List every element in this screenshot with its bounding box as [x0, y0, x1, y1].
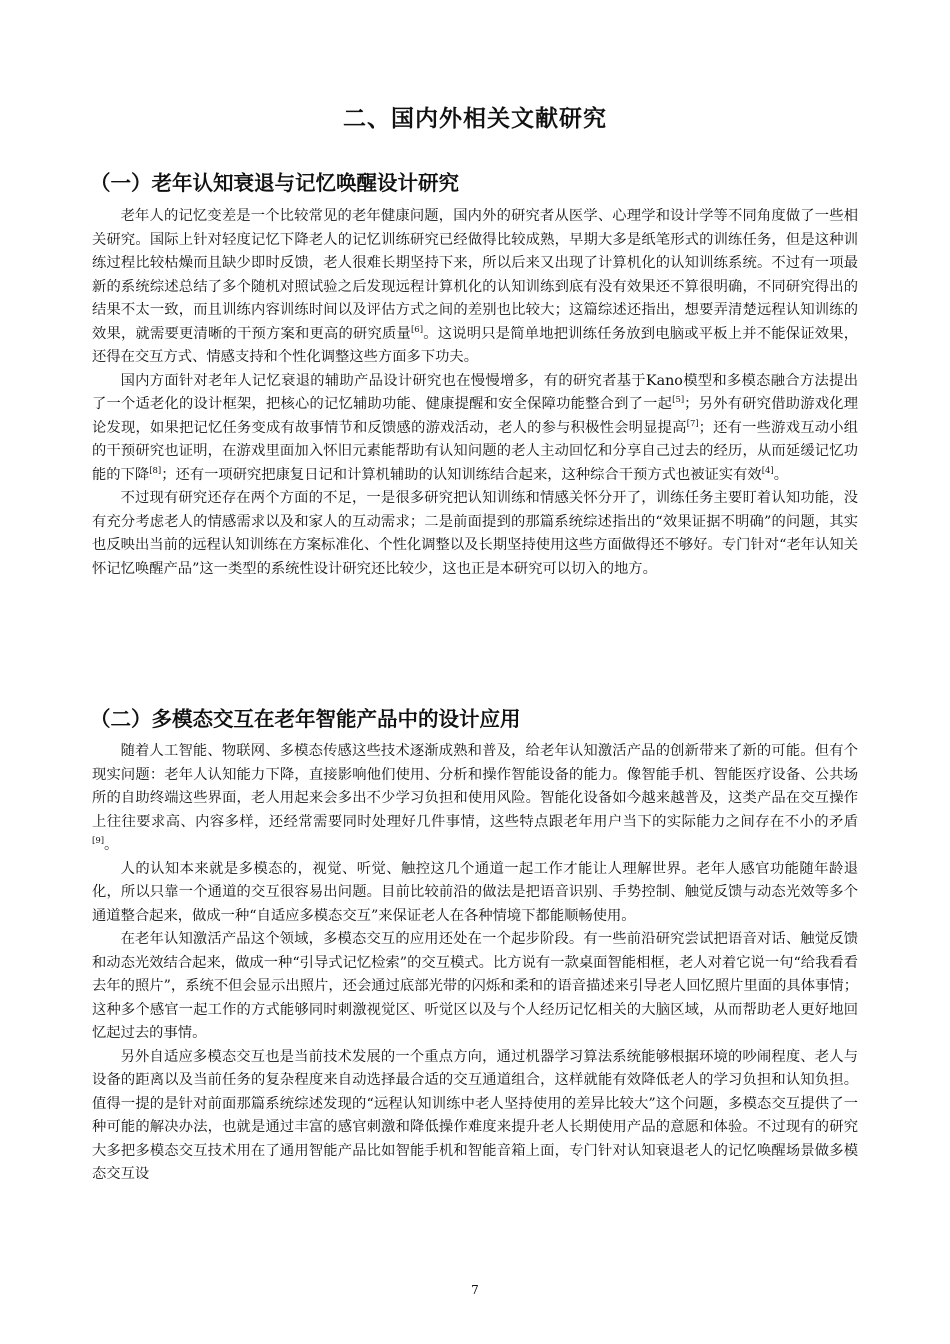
citation-link[interactable]: [8] [149, 465, 162, 476]
citation-link[interactable]: [7] [686, 418, 699, 429]
section-2-body [92, 740, 858, 1187]
text-run: ；另外有研究借助游戏化理论发现，如果把记忆任务变成有故事情节和反馈感的游戏活动，老人的参与积极性会明显提高 [92, 396, 859, 436]
citation-link[interactable]: [5] [672, 395, 685, 406]
chapter-title: 二、国内外相关文献研究 [343, 106, 607, 132]
citation-link[interactable]: [4] [761, 465, 774, 476]
paragraph: 不过现有研究还存在两个方面的不足，一是很多研究把认知训练和情感关怀分开了，训练任务主要盯着认知功能，没有充分考虑老人的情感需求以及和家人的互动需求；二是前面提到的那篇系统综述指出的“效果证据不明确”的问题，其实也反映出当前的远程认知训练在方案标准化、个性化调整以及长期坚持使用这些方面做得还不够好。专门针对“老年认知关怀记忆唤醒产品”这一类型的系统性设计研究还比较少，这也正是本研究可以切入的地方。 [92, 490, 858, 577]
text-run: 。这说明只是简单地把训练任务放到电脑或平板上并不能保证效果，还得在交互方式、情感支持和个性化调整这些方面多下功夫。 [92, 325, 859, 365]
text-run: 。 [773, 466, 789, 483]
citation-link[interactable]: [9] [92, 836, 105, 847]
text-run: ；还有一些游戏互动小组的干预研究也证明，在游戏里面加入怀旧元素能帮助有认知问题的老人主动回忆和分享自己过去的经历，从而延缓记忆功能的下降 [92, 419, 858, 483]
text-run: 随着人工智能、物联网、多模态传感这些技术逐渐成熟和普及，给老年认知激活产品的创新带来了新的可能。但有个现实问题：老年人认知能力下降，直接影响他们使用、分析和操作智能设备的能力。像智能手机、智能医疗设备、公共场所的自助终端这些界面，老人用起来会多出不少学习负担和使用风险。智能化设备如今越来越普及，这类产品在交互操作上往往要求高、内容多样，还经常需要同时处理好几件事情，这些特点跟老年用户当下的实际能力之间存在不小的矛盾 [92, 743, 858, 830]
paragraph [92, 205, 858, 370]
section-1-body [92, 205, 858, 581]
paragraph: 另外自适应多模态交互也是当前技术发展的一个重点方向，通过机器学习算法系统能够根据环境的吵闹程度、老人与设备的距离以及当前任务的复杂程度来自动选择最合适的交互通道组合，这样就能有效降低老人的学习负担和认知负担。值得一提的是针对前面那篇系统综述发现的“远程认知训练中老人坚持使用的差异比较大”这个问题，多模态交互提供了一种可能的解决办法，也就是通过丰富的感官刺激和降低操作难度来提升老人长期使用产品的意愿和体验。不过现有的研究大多把多模态交互技术用在了通用智能产品比如智能手机和智能音箱上面，专门针对认知衰退老人的记忆唤醒场景做多模态交互设 [92, 1048, 858, 1182]
text-run: 国内方面针对老年人记忆衰退的辅助产品设计研究也在慢慢增多，有的研究者基于Kano模型和多模态融合方法提出了一个适老化的设计框架，把核心的记忆辅助功能、健康提醒和安全保障功能整合到了一起 [92, 372, 858, 412]
text-run: 。 [104, 837, 119, 853]
paragraph [92, 370, 858, 488]
section-1-title: （一）老年认知衰退与记忆唤醒设计研究 [90, 171, 459, 195]
text-run: 老年人的记忆变差是一个比较常见的老年健康问题，国内外的研究者从医学、心理学和设计学等不同角度做了一些相关研究。国际上针对轻度记忆下降老人的记忆训练研究已经做得比较成熟，早期大多是纸笔形式的训练任务，但是这种训练过程比较枯燥而且缺少即时反馈，老人很难长期坚持下来，所以后来又出现了计算机化的认知训练系统。不过有一项最新的系统综述总结了多个随机对照试验之后发现远程计算机化的认知训练到底有没有效果还不算很明确，不同研究得出的结果不太一致，而且训练内容训练时间以及评估方式之间的差别也比较大；这篇综述还指出，想要弄清楚远程认知训练的效果，就需要更清晰的干预方案和更高的研究质量 [92, 208, 858, 342]
text-run: ；还有一项研究把康复日记和计算机辅助的认知训练结合起来，这种综合干预方式也被证实有效 [161, 466, 762, 483]
paragraph: 人的认知本来就是多模态的，视觉、听觉、触控这几个通道一起工作才能让人理解世界。老年人感官功能随年龄退化，所以只靠一个通道的交互很容易出问题。目前比较前沿的做法是把语音识别、手势控制、触觉反馈与动态光效等多个通道整合起来，做成一种“自适应多模态交互”来保证老人在各种情境下都能顺畅使用。 [92, 860, 858, 924]
section-2-title: （二）多模态交互在老年智能产品中的设计应用 [90, 707, 521, 731]
page-number: 7 [471, 1283, 479, 1297]
citation-link[interactable]: [6] [410, 324, 424, 335]
paragraph: 在老年认知激活产品这个领域，多模态交互的应用还处在一个起步阶段。有一些前沿研究尝试把语音对话、触觉反馈和动态光效结合起来，做成一种“引导式记忆检索”的交互模式。比方说有一款桌面智能相框，老人对着它说一句“给我看看去年的照片”，系统不但会显示出照片，还会通过底部光带的闪烁和柔和的语音描述来引导老人回忆照片里面的具体事情；这种多个感官一起工作的方式能够同时刺激视觉区、听觉区以及与个人经历记忆相关的大脑区域，从而帮助老人更好地回忆起过去的事情。 [92, 931, 858, 1041]
paragraph [92, 740, 858, 858]
